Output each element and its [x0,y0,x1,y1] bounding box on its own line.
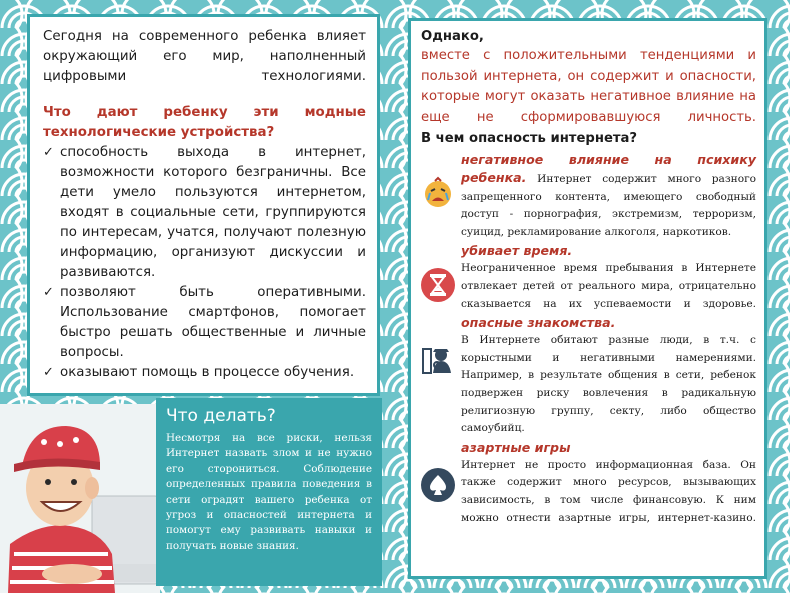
danger-description: В Интернете обитают разные люди, в т.ч. с корыстными и негативными намерениями. Например, в результате общения в сети, ребенок подвержен риску вовлечения в радикальную религиозную группу, секту, либо общество самоубийц. [461,334,756,435]
danger-item [421,313,756,438]
dangers-panel [408,18,767,579]
spy-icon [421,343,455,377]
crying-face-icon [421,176,455,210]
danger-item [421,438,756,527]
danger-description: Неограниченное время пребывания в Интернете отвлекает детей от реального мира, отрицательно сказывается на их успеваемости и здоровье. [461,262,756,310]
danger-title: азартные игры [461,439,571,455]
danger-text [461,169,756,241]
spade-icon [421,468,455,502]
right-heading: Однако, [421,29,484,44]
check-icon: ✓ [43,285,54,300]
check-icon: ✓ [43,145,54,160]
right-intro: вместе с положительными тенденциями и пользой интернета, он содержит и опасности, которые могут оказать негативное влияние на еще не сформировавшуюся личность. [421,48,756,125]
benefit-text: позволяют быть оперативными. Использование смартфонов, помогает быстро решать общественные и личные вопросы. [60,285,366,360]
danger-description: Интернет содержит много разного запрещенного контента, имеющего свободный доступ - порнография, экстремизм, терроризм, суицид, рекламирование алкоголя, наркотиков. [461,173,757,238]
danger-description: Интернет не просто информационная база. Он также содержит много ресурсов, вызывающих зависимость, в том числе финансовую. К ним можно отнести азартные игры, интернет-казино. [461,458,756,524]
dangers-subheading: В чем опасность интернета? [421,131,638,146]
what-to-do-text: Несмотря на все риски, нельзя Интернет назвать злом и не нужно его сторониться. Соблюдение определенных правила поведения в сети оградят вашего ребенка от угроз и опасностей интернета и помогут ему развивать навыки и получать новые знания. [166,432,372,552]
danger-title: убивает время. [461,243,573,259]
benefits-panel [27,14,380,396]
benefit-text: способность выхода в интернет, возможности которого безграничны. Все дети умело пользуются интернетом, входят в социальные сети, группируются по интересам, учатся, получают полезную информацию, организуют дискуссии и развиваются. [60,145,366,280]
danger-title: опасные знакомства. [461,315,616,331]
hourglass-icon [421,268,455,302]
check-icon: ✓ [43,365,54,380]
intro-text: Сегодня на современного ребенка влияет окружающий его мир, наполненный цифровыми технологиями. [43,29,366,84]
child-photo [0,404,160,593]
danger-item [421,241,756,313]
list-item [43,143,366,283]
benefits-question: Что дают ребенку эти модные технологические устройства? [43,105,366,140]
benefit-text: оказывают помощь в процессе обучения. [60,365,355,380]
what-to-do-title: Что делать? [166,406,276,426]
danger-item [421,150,756,241]
benefits-list [43,143,366,383]
list-item [43,283,366,363]
danger-title: негативное влияние на психику [461,152,756,167]
list-item [43,363,366,383]
danger-title-continued: ребенка. [461,170,527,185]
what-to-do-box [156,398,382,586]
